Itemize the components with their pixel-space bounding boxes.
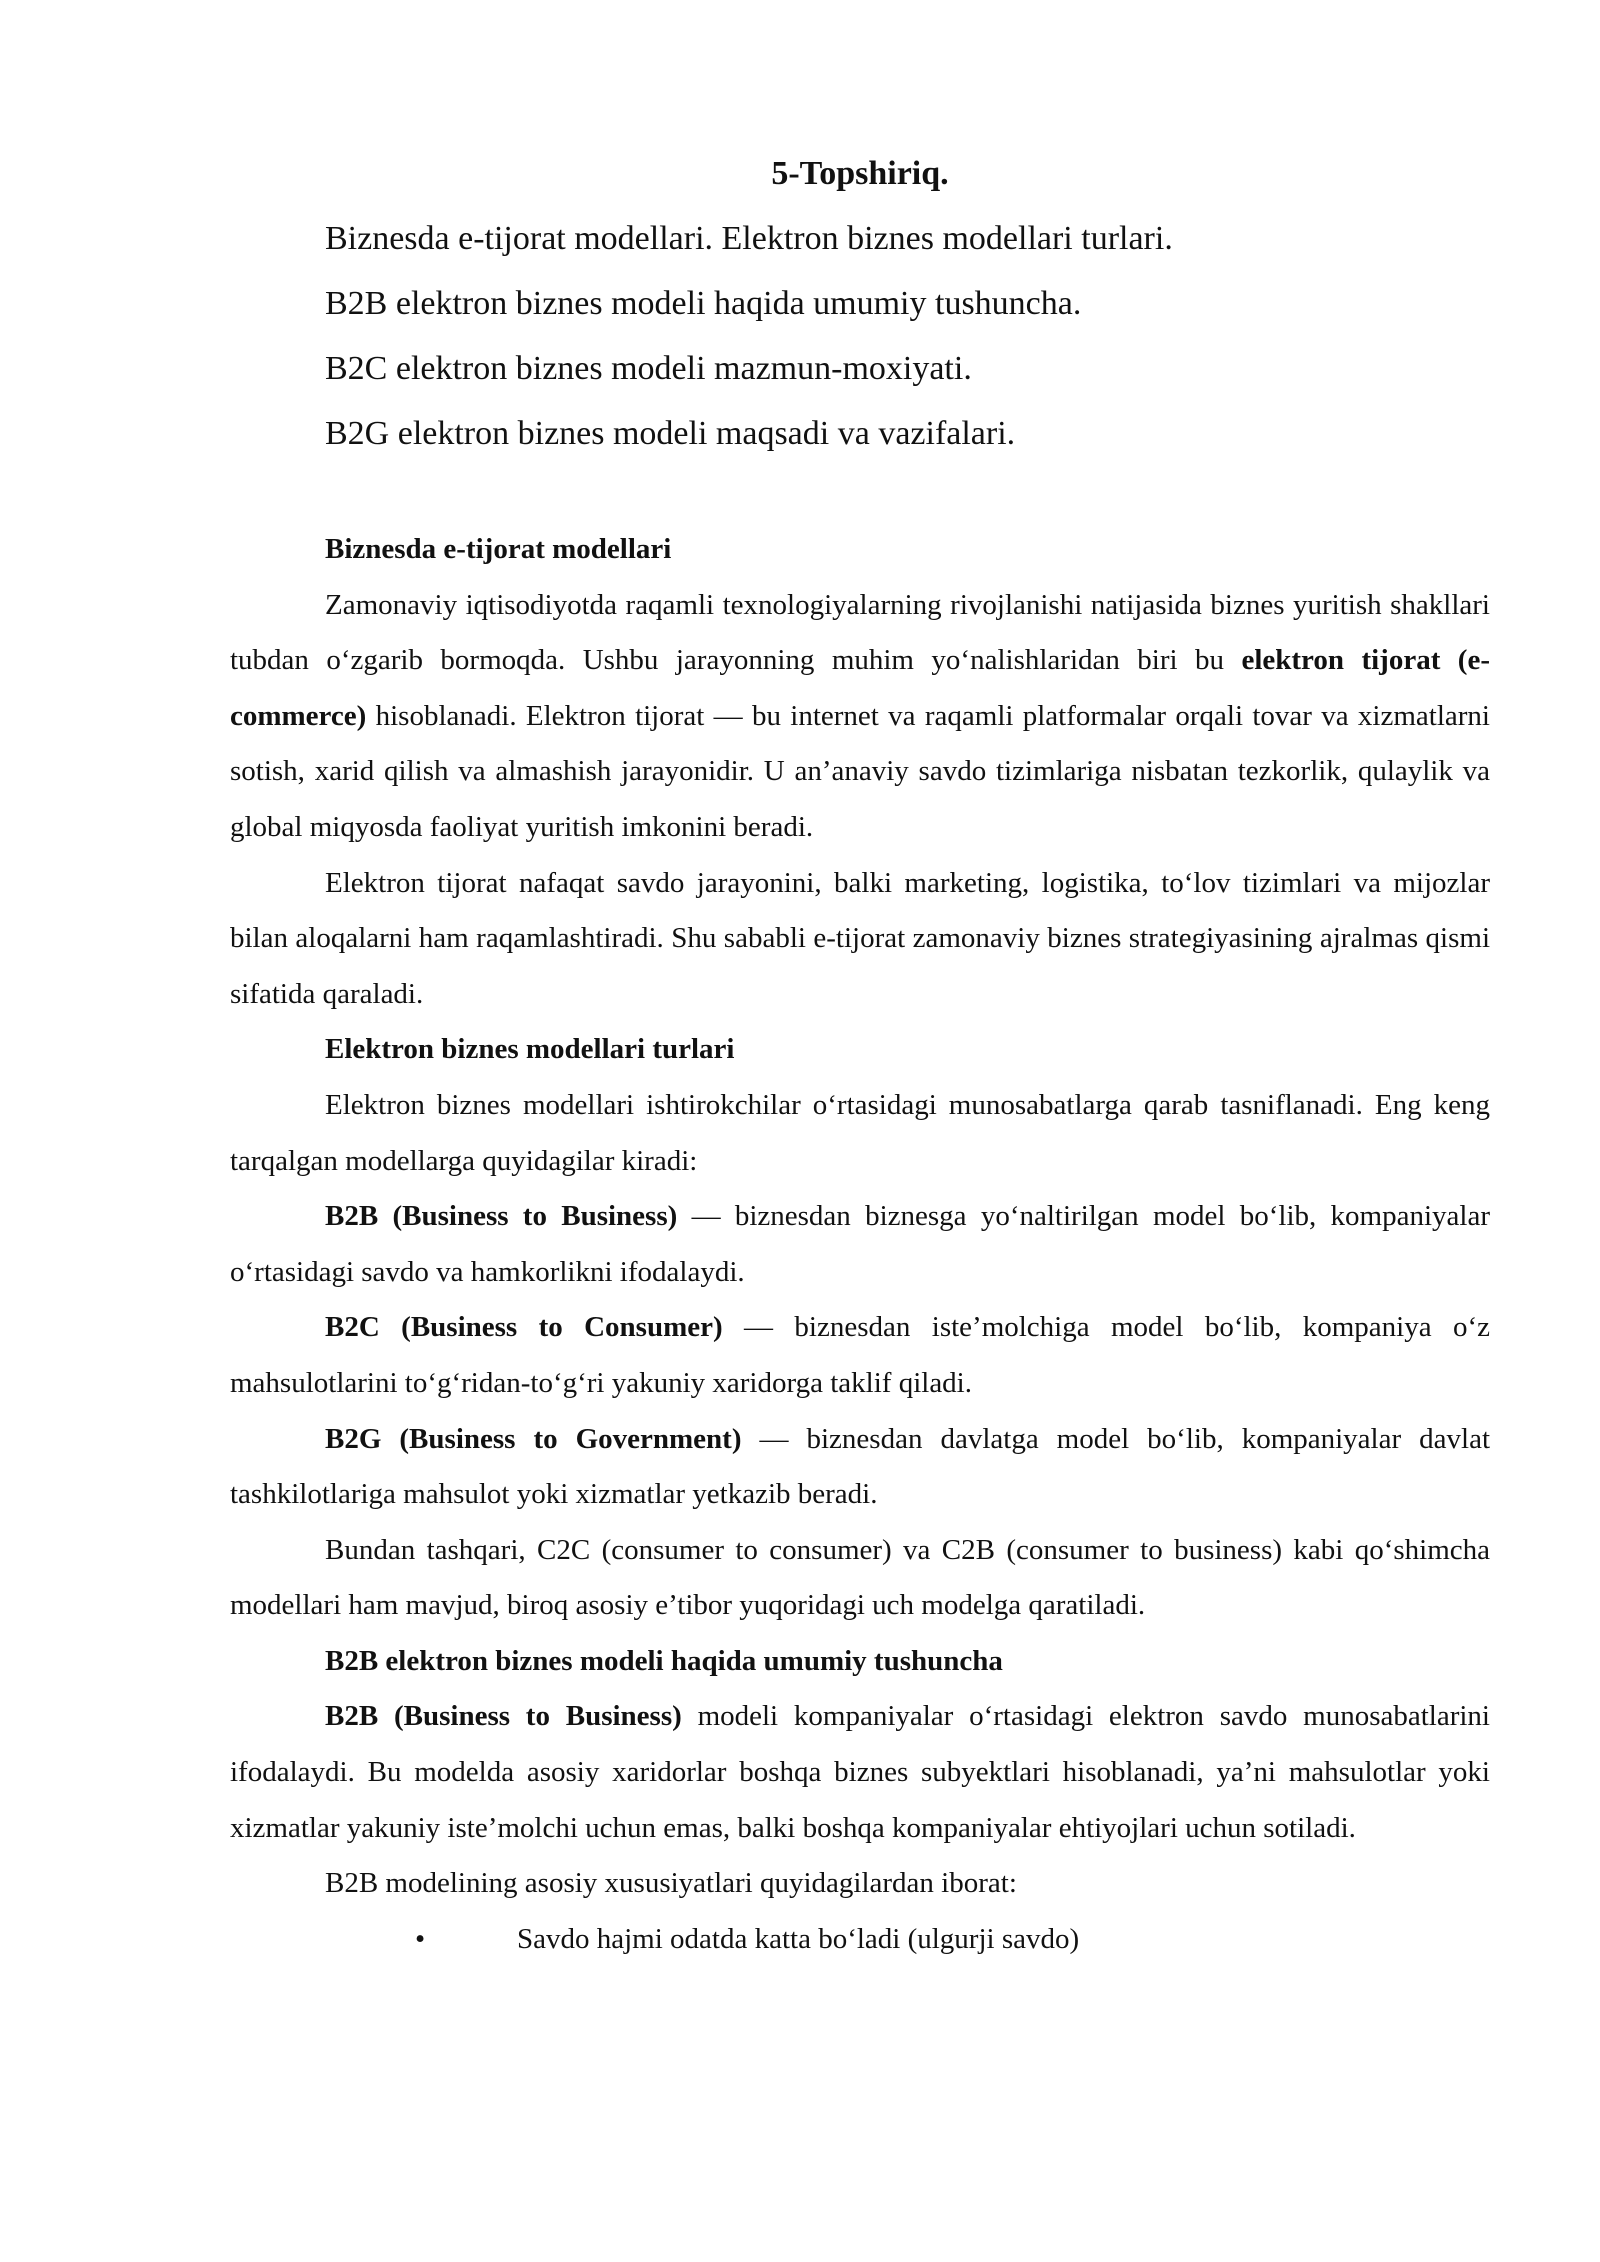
paragraph-text: — biznesdan iste’molchiga model bo‘lib, kompaniya o‘z mahsulotlarini to‘g‘ridan-to‘g‘ri yakuniy xaridorga taklif qiladi. — [230, 1311, 1491, 1399]
topic-line: B2C elektron biznes modeli mazmun-moxiyati. — [325, 350, 972, 387]
section-heading-model-types: Elektron biznes modellari turlari — [325, 1033, 735, 1066]
topic-line: B2B elektron biznes modeli haqida umumiy tushuncha. — [325, 285, 1082, 322]
paragraph-b2b-overview — [230, 1689, 1490, 1856]
paragraph-b2b-definition — [230, 1189, 1490, 1300]
paragraph-model-types-intro: Elektron biznes modellari ishtirokchilar o‘rtasidagi munosabatlarga qarab tasniflanadi. Eng keng tarqalgan modellarga quyidagilar kiradi: — [230, 1088, 1490, 1177]
term-b2b: B2B (Business to Business) — [325, 1700, 682, 1733]
paragraph-text: modeli kompaniyalar o‘rtasidagi elektron savdo munosabatlarini ifodalaydi. Bu modelda asosiy xaridorlar boshqa biznes subyektlari hisoblanadi, ya’ni mahsulotlar yoki xizmatlar yakuniy iste’molchi uchun emas, balki boshqa kompaniyalar ehtiyojlari uchun sotiladi. — [230, 1700, 1490, 1844]
paragraph-b2g-definition — [230, 1412, 1490, 1523]
paragraph-text: — biznesdan biznesga yo‘naltirilgan model bo‘lib, kompaniyalar o‘rtasidagi savdo va hamkorlikni ifodalaydi. — [230, 1200, 1490, 1288]
assignment-title: 5-Topshiriq. — [771, 155, 949, 192]
bullet-icon: • — [415, 1922, 426, 1955]
term-b2b: B2B (Business to Business) — [325, 1200, 678, 1233]
paragraph-ecommerce-intro — [230, 578, 1490, 856]
term-b2c: B2C (Business to Consumer) — [325, 1311, 723, 1344]
topic-line: Biznesda e-tijorat modellari. Elektron biznes modellari turlari. — [325, 220, 1173, 257]
paragraph-text: Zamonaviy iqtisodiyotda raqamli texnologiyalarning rivojlanishi natijasida biznes yuritish shakllari tubdan o‘zgarib bormoqda. Ushbu jarayonning muhim yo‘nalishlaridan biri bu — [230, 588, 1490, 677]
paragraph-text: — biznesdan davlatga model bo‘lib, kompaniyalar davlat tashkilotlariga mahsulot yoki xizmatlar yetkazib beradi. — [230, 1422, 1490, 1511]
list-item — [230, 1912, 1490, 1968]
paragraph-ecommerce-scope: Elektron tijorat nafaqat savdo jarayonini, balki marketing, logistika, to‘lov tizimlari va mijozlar bilan aloqalarni ham raqamlashtiradi. Shu sababli e-tijorat zamonaviy biznes strategiyasining ajralmas qismi sifatida qaraladi. — [230, 866, 1490, 1010]
paragraph-b2b-features-intro: B2B modelining asosiy xususiyatlari quyidagilardan iborat: — [325, 1867, 1017, 1900]
list-item-text: Savdo hajmi odatda katta bo‘ladi (ulgurji savdo) — [517, 1922, 1080, 1955]
paragraph-text: hisoblanadi. Elektron tijorat — bu internet va raqamli platformalar orqali tovar va xizmatlarni sotish, xarid qilish va almashish jarayonidir. U an’anaviy savdo tizimlariga nisbatan tezkorlik, qulaylik va global miqyosda faoliyat yuritish imkonini beradi. — [230, 699, 1490, 843]
paragraph-other-models: Bundan tashqari, C2C (consumer to consumer) va C2B (consumer to business) kabi qo‘shimcha modellari ham mavjud, biroq asosiy e’tibor yuqoridagi uch modelga qaratiladi. — [230, 1533, 1490, 1622]
term-ecommerce: elektron tijorat (e-commerce) — [230, 644, 1490, 732]
paragraph-b2c-definition — [230, 1300, 1490, 1411]
topic-line: B2G elektron biznes modeli maqsadi va vazifalari. — [325, 415, 1016, 452]
section-heading-ecommerce-models: Biznesda e-tijorat modellari — [325, 533, 672, 565]
section-heading-b2b-overview: B2B elektron biznes modeli haqida umumiy tushuncha — [325, 1644, 1003, 1677]
term-b2g: B2G (Business to Government) — [325, 1422, 742, 1455]
b2b-features-list — [230, 1912, 1490, 1968]
topic-list — [230, 206, 1490, 466]
